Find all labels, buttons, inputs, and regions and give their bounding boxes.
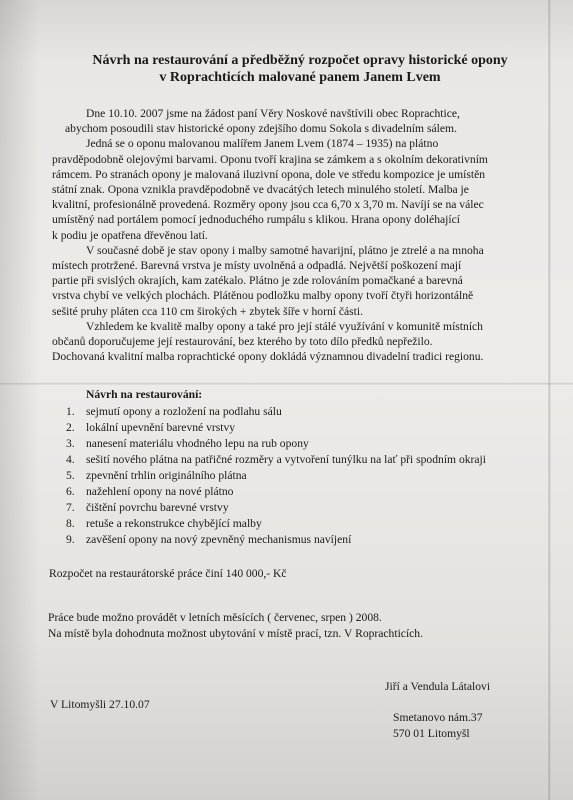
list-item [66,516,546,532]
list-item [66,484,546,500]
list-item [66,436,546,452]
address-city: 570 01 Litomyšl [393,727,470,740]
note-line: Na místě byla dohodnuta možnost ubytování v místě prací, tzn. V Roprachticích. [48,627,424,640]
item-text: retuše a rekonstrukce chybějící malby [86,517,262,530]
text-line: Jedná se o oponu malovanou malířem Janem Lvem (1874 – 1935) na plátno [86,137,439,151]
address-street: Smetanovo nám.37 [393,711,483,724]
item-text: nažehlení opony na nové plátno [86,485,234,498]
text-line: partie při svislých okrajích, kam zatékalo. Plátno je zde rolováním pomačkané a barevná [52,274,463,288]
item-text: sešití nového plátna na patřičné rozměry a vytvoření tunýlku na lať při spodním okraji [86,453,487,466]
note-line: Práce bude možno provádět v letních měsících ( červenec, srpen ) 2008. [48,611,382,624]
title-line-2: v Roprachticích malované panem Janem Lvem [159,70,441,85]
text-line: kvalitní, profesionálně provedená. Rozměry opony jsou cca 6,70 x 3,70 m. Navíjí se na válec [52,198,484,212]
restoration-proposal [66,387,546,548]
document-body [52,106,532,364]
budget-statement: Rozpočet na restaurátorské práce činí 140 000,- Kč [49,567,287,580]
text-line: Vzhledem ke kvalitě malby opony a také pro její stálé využívání v komunitě místních [86,319,483,333]
text-line: Dne 10.10. 2007 jsme na žádost paní Věry Noskové navštívili obec Roprachtice, [86,107,460,120]
proposal-list [66,404,546,548]
text-line: občanů doporučujeme její restaurování, bez kterého by toto dílo předků nepřežilo. [52,335,433,349]
item-number: 2. [66,421,75,434]
paragraph-recommendation [52,319,532,365]
proposal-heading: Návrh na restaurování: [86,388,203,401]
item-text: sejmutí opony a rozložení na podlahu sálu [86,405,282,418]
title-line-1: Návrh na restaurování a předběžný rozpočet opravy historické opony [92,53,508,68]
text-line: vrstva chybí ve velkých plochách. Plátěnou podložku malby opony tvoří čtyři horizontálně [52,289,474,303]
text-line: sešité pruhy pláten cca 110 cm širokých + zbytek šíře v horní části. [52,304,363,318]
item-number: 9. [66,533,75,546]
text-line: umístěný nad portálem pomocí jednoduchého rumpálu s klikou. Hrana opony doléhající [52,213,460,227]
text-line: pravděpodobně olejovými barvami. Oponu tvoří krajina se zámkem a s okolním dekorativním [52,152,488,166]
paragraph-condition [52,243,532,319]
text-line: abychom posoudili stav historické opony zdejšího domu Sokola s divadelním sálem. [65,122,457,136]
text-line: k podiu je opatřena dřevěnou latí. [52,228,208,242]
item-number: 5. [66,469,75,482]
item-number: 8. [66,517,75,530]
paragraph-description [52,136,532,242]
signature-name: Jiří a Vendula Látalovi [385,680,491,693]
item-number: 4. [66,453,75,466]
item-number: 6. [66,485,75,498]
item-text: nanesení materiálu vhodného lepu na rub opony [86,437,309,450]
item-number: 1. [66,405,75,418]
item-number: 7. [66,501,75,514]
item-text: čištění povrchu barevné vrstvy [86,501,229,514]
text-line: místech protržené. Barevná vrstva je místy uvolněná a odpadlá. Největší poškození mají [52,259,462,273]
text-line: státní znak. Opona vznikla pravděpodobně ve dvacátých letech minulého století. Malba je [52,183,469,197]
paragraph-visit [52,106,532,136]
paper-shadow [0,0,40,800]
list-item [66,404,546,420]
paper-fold-vertical [548,0,551,800]
document-title [60,52,540,86]
list-item [66,532,546,548]
text-line: Dochovaná kvalitní malba roprachtické opony dokládá významnou divadelní tradici regionu. [52,350,484,364]
signature-address [393,710,483,742]
item-text: zavěšení opony na nový zpevněný mechanismus navíjení [86,533,352,546]
text-line: rámcem. Po stranách opony je malovaná iluzivní opona, dole ve středu kompozice je umístěn [52,167,486,181]
list-item [66,500,546,516]
item-text: lokální upevnění barevné vrstvy [86,421,236,434]
item-text: zpevnění trhlin originálního plátna [86,469,247,482]
list-item [66,420,546,436]
list-item [66,468,546,484]
work-notes [48,610,423,642]
place-date: V Litomyšli 27.10.07 [50,698,150,711]
list-item [66,452,546,468]
text-line: V současné době je stav opony i malby samotné havarijní, plátno je ztrelé a na mnoha [86,243,484,257]
paper-fold-horizontal [0,382,573,385]
item-number: 3. [66,437,75,450]
